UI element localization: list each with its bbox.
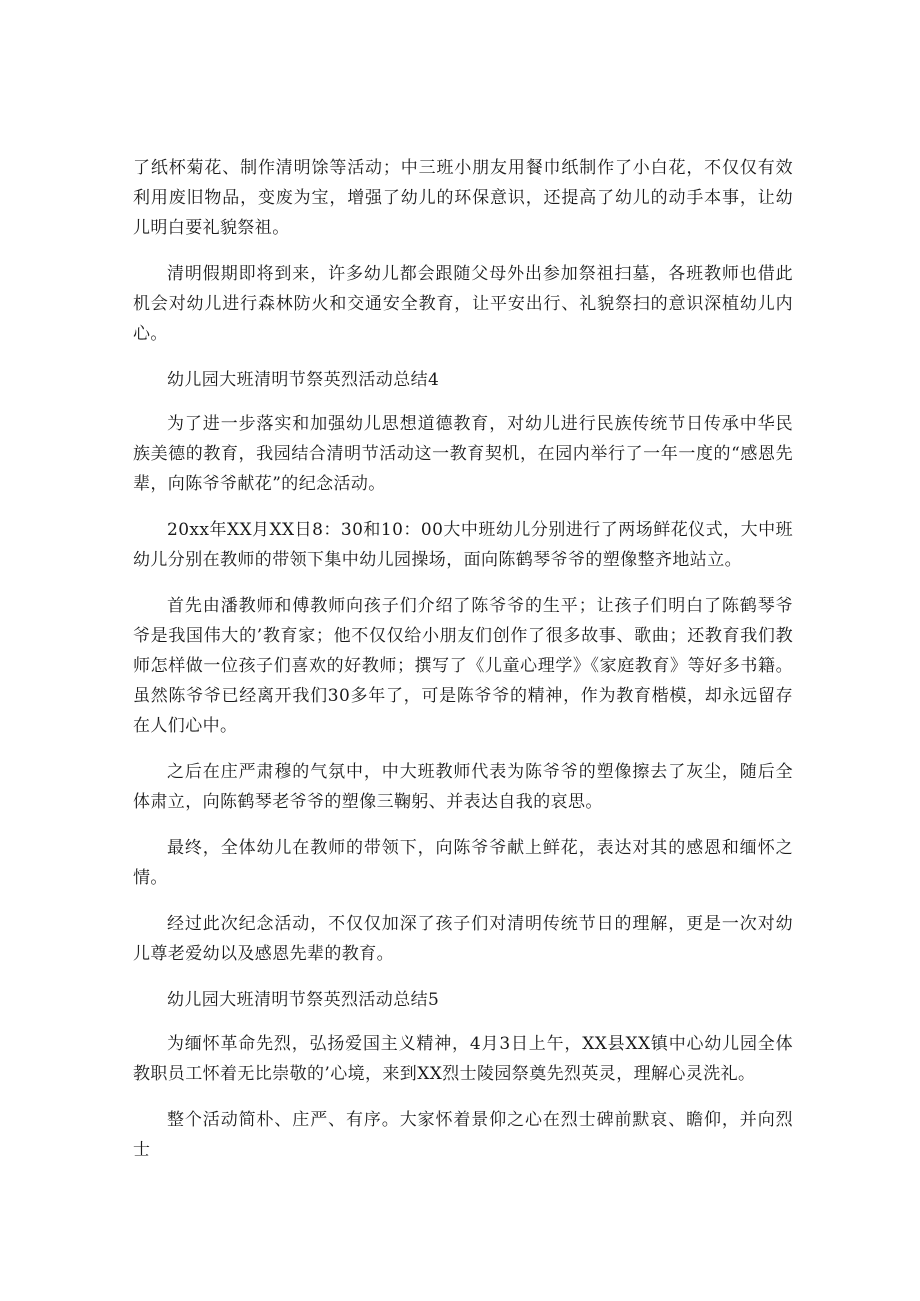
- document-body: [133, 153, 793, 1181]
- paragraph-qingming-holiday: 清明假期即将到来，许多幼儿都会跟随父母外出参加祭祖扫墓，各班教师也借此机会对幼儿进行森林防火和交通安全教育，让平安出行、礼貌祭扫的意识深植幼儿内心。: [133, 264, 793, 344]
- section-heading-4: 幼儿园大班清明节祭英烈活动总结4: [167, 370, 440, 390]
- paragraph-solemn-ceremony: 之后在庄严肃穆的气氛中，中大班教师代表为陈爷爷的塑像擦去了灰尘，随后全体肃立，向陈鹤琴老爷爷的塑像三鞠躬、并表达自我的哀思。: [133, 762, 793, 812]
- paragraph-ceremony-date: 20xx年XX月XX日8：30和10：00大中班幼儿分别进行了两场鲜花仪式，大中班幼儿分别在教师的带领下集中幼儿园操场，面向陈鹤琴爷爷的塑像整齐地站立。: [133, 520, 793, 570]
- paragraph-intro-4: 为了进一步落实和加强幼儿思想道德教育，对幼儿进行民族传统节日传承中华民族美德的教育，我园结合清明节活动这一教育契机，在园内举行了一年一度的“感恩先辈，向陈爷爷献花”的纪念活动。: [133, 414, 793, 494]
- section-heading-5: 幼儿园大班清明节祭英烈活动总结5: [167, 990, 440, 1010]
- paragraph-continued: 了纸杯菊花、制作清明馀等活动；中三班小朋友用餐巾纸制作了小白花，不仅仅有效利用废旧物品，变废为宝，增强了幼儿的环保意识，还提高了幼儿的动手本事，让幼儿明白要礼貌祭祖。: [133, 158, 793, 238]
- paragraph-intro-5: 为缅怀革命先烈，弘扬爱国主义精神，4月3日上午，XX县XX镇中心幼儿园全体教职员工怀着无比崇敬的’心境，来到XX烈士陵园祭奠先烈英灵，理解心灵洗礼。: [133, 1034, 793, 1084]
- paragraph-activity-5: 整个活动简朴、庄严、有序。大家怀着景仰之心在烈士碑前默哀、瞻仰，并向烈士: [133, 1110, 793, 1160]
- paragraph-flowers: 最终，全体幼儿在教师的带领下，向陈爷爷献上鲜花，表达对其的感恩和缅怀之情。: [133, 838, 793, 888]
- paragraph-conclusion-4: 经过此次纪念活动，不仅仅加深了孩子们对清明传统节日的理解，更是一次对幼儿尊老爱幼以及感恩先辈的教育。: [133, 914, 793, 964]
- paragraph-teacher-intro: 首先由潘教师和傅教师向孩子们介绍了陈爷爷的生平；让孩子们明白了陈鹤琴爷爷是我国伟大的’教育家；他不仅仅给小朋友们创作了很多故事、歌曲；还教育我们教师怎样做一位孩子们喜欢的好教师；撰写了《儿童心理学》《家庭教育》等好多书籍。虽然陈爷爷已经离开我们30多年了，可是陈爷爷的精神，作为教育楷模，却永远留存在人们心中。: [133, 596, 793, 736]
